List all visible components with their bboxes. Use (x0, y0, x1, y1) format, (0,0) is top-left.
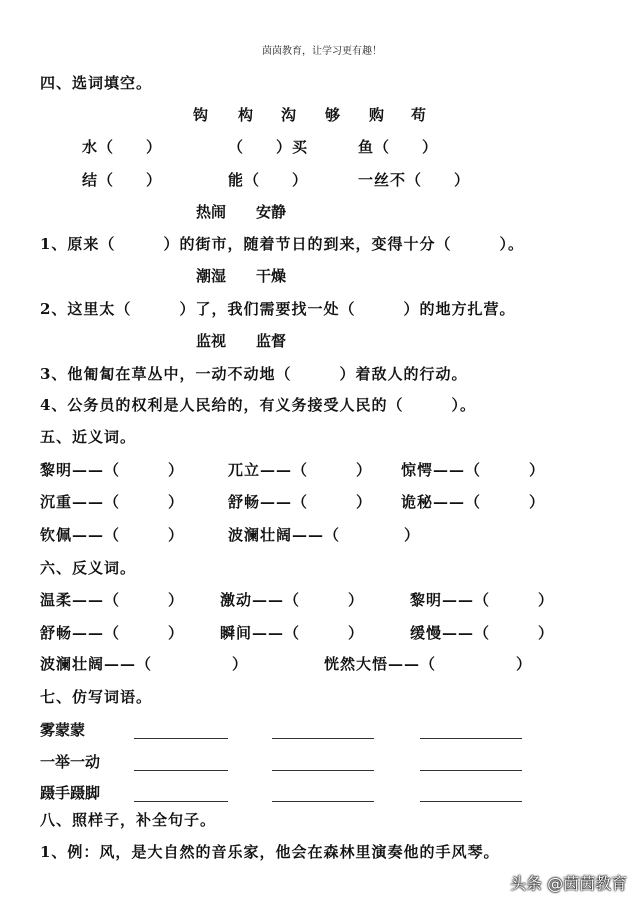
fill-blank-item[interactable]: 鱼（ ） (358, 138, 439, 156)
antonym-item[interactable]: 恍然大悟——（ ） (324, 655, 533, 673)
answer-line[interactable] (272, 801, 374, 802)
synonym-item[interactable]: 波澜壮阔——（ ） (228, 526, 421, 544)
question-4[interactable]: 4、公务员的权利是人民给的，有义务接受人民的（ ）。 (40, 396, 476, 414)
question-1[interactable]: 1、原来（ ）的街市，随着节日的到来，变得十分（ ）。 (40, 235, 524, 253)
watermark: 头条 @茵茵教育 (510, 874, 628, 893)
option-word: 苟 (411, 106, 427, 124)
section4-title: 四、选词填空。 (40, 74, 153, 92)
answer-line[interactable] (272, 738, 374, 739)
option-word: 构 (238, 106, 254, 124)
section8-title: 八、照样子，补全句子。 (40, 811, 217, 829)
synonym-item[interactable]: 惊愕——（ ） (401, 461, 546, 479)
antonym-item[interactable]: 激动——（ ） (220, 591, 365, 609)
fill-blank-item[interactable]: 结（ ） (82, 171, 163, 189)
answer-line[interactable] (134, 738, 228, 739)
answer-line[interactable] (420, 770, 522, 771)
section5-title: 五、近义词。 (40, 428, 137, 446)
fill-blank-item[interactable]: 能（ ） (228, 171, 309, 189)
antonym-item[interactable]: 温柔——（ ） (40, 591, 185, 609)
answer-line[interactable] (420, 801, 522, 802)
antonym-item[interactable]: 黎明——（ ） (410, 591, 555, 609)
section7-title: 七、仿写词语。 (40, 688, 153, 706)
answer-line[interactable] (134, 801, 228, 802)
question-3[interactable]: 3、他匍匐在草丛中，一动不动地（ ）着敌人的行动。 (40, 365, 468, 383)
synonym-item[interactable]: 兀立——（ ） (228, 461, 373, 479)
imitation-word: 雾蒙蒙 (40, 721, 86, 739)
option-word: 够 (325, 106, 341, 124)
antonym-item[interactable]: 瞬间——（ ） (220, 624, 365, 642)
imitation-word: 蹑手蹑脚 (40, 784, 101, 802)
example-sentence: 1、例：风，是大自然的音乐家，他会在森林里演奏他的手风琴。 (40, 843, 500, 861)
antonym-item[interactable]: 舒畅——（ ） (40, 624, 185, 642)
option-word: 钩 (193, 106, 209, 124)
antonym-item[interactable]: 波澜壮阔——（ ） (40, 655, 249, 673)
question-2[interactable]: 2、这里太（ ）了，我们需要找一处（ ）的地方扎营。 (40, 300, 516, 318)
fill-blank-item[interactable]: 水（ ） (82, 138, 163, 156)
section6-title: 六、反义词。 (40, 559, 137, 577)
answer-line[interactable] (420, 738, 522, 739)
synonym-item[interactable]: 沉重——（ ） (40, 493, 185, 511)
fill-blank-item[interactable]: 一丝不（ ） (358, 171, 471, 189)
fill-blank-item[interactable]: （ ）买 (228, 138, 309, 156)
synonym-item[interactable]: 钦佩——（ ） (40, 526, 185, 544)
synonym-item[interactable]: 诡秘——（ ） (401, 493, 546, 511)
page-header: 茵茵教育，让学习更有趣！ (262, 46, 382, 57)
synonym-item[interactable]: 黎明——（ ） (40, 461, 185, 479)
synonym-item[interactable]: 舒畅——（ ） (228, 493, 373, 511)
antonym-item[interactable]: 缓慢——（ ） (410, 624, 555, 642)
imitation-word: 一举一动 (40, 753, 101, 771)
answer-line[interactable] (134, 770, 228, 771)
choice-words: 监视 监督 (196, 332, 287, 350)
option-word: 购 (369, 106, 385, 124)
choice-words: 热闹 安静 (196, 203, 287, 221)
answer-line[interactable] (272, 770, 374, 771)
option-word: 沟 (281, 106, 297, 124)
choice-words: 潮湿 干燥 (196, 267, 287, 285)
